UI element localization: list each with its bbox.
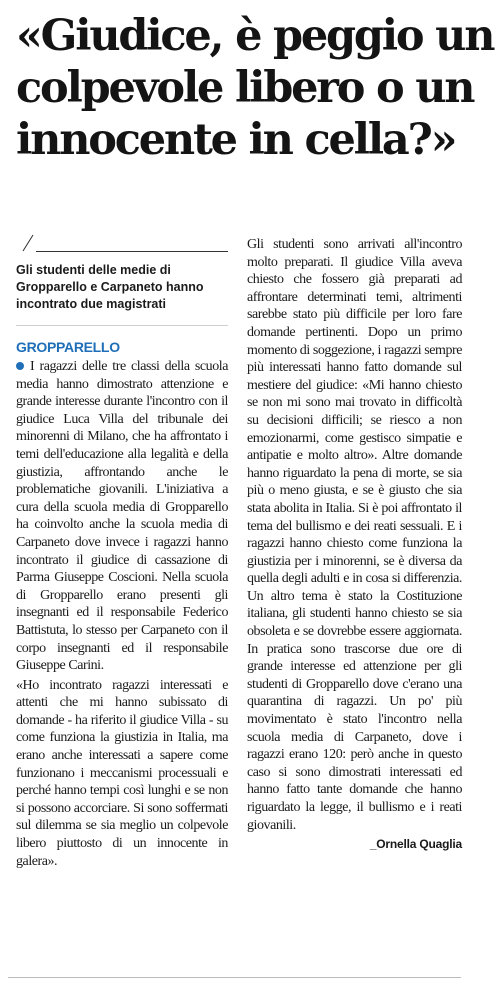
headline-line: innocente in cella?»: [16, 115, 456, 165]
location-kicker: GROPPARELLO: [16, 339, 120, 355]
headline: [16, 10, 496, 166]
paragraph-text: I ragazzi delle tre classi della scuola media hanno dimostrato attenzione e grande interesse durante l'incontro con il giudice Luca Villa del tribunale dei minorenni di Milano, che ha affrontato i temi dell'educazione alla legalità e della giustizia, affrontando anche le problematiche giovanili. L'iniziativa a cura della scuola media di Gropparello ha coinvolto anche la scuola media di Carpaneto dove invece i ragazzi hanno incontrato il giudice di cassazione di Parma Giuseppe Coscioni. Nella scuola di Gropparello erano presenti gli insegnanti ed il responsabile Federico Battistuta, lo stesso per Carpaneto con il corpo insegnanti ed il responsabile Giuseppe Carini.: [16, 359, 228, 674]
article-paragraph: «Ho incontrato ragazzi interessati e attenti che mi hanno subissato di domande - ha riferito il giudice Villa - su come funziona la giustizia in Italia, ma erano anche interessati a sapere come funzionano i meccanismi processuali e perché hanno tempi così lunghi e se non si possono accorciare. Si sono soffermati sul dilemma se sia meglio un colpevole libero piuttosto di un innocente in galera».: [16, 677, 228, 869]
bottom-rule: [8, 977, 461, 978]
subhead-rule: [16, 325, 228, 326]
slash-mark-icon: [22, 234, 34, 252]
byline: _Ornella Quaglia: [369, 837, 462, 852]
section-divider: [16, 232, 228, 254]
right-column: [247, 236, 462, 851]
divider-line: [36, 251, 228, 252]
headline-line: «Giudice, è peggio un: [16, 11, 494, 61]
left-column: [16, 232, 228, 870]
article-paragraph: [16, 358, 228, 675]
subheadline: Gli studenti delle medie di Gropparello e Carpaneto hanno incontrato due magistrati: [16, 263, 204, 311]
bullet-icon: [16, 362, 24, 370]
article-paragraph: Gli studenti sono arrivati all'incontro molto preparati. Il giudice Villa aveva chiesto che fossero già preparati ad affrontare determinati temi, altrimenti sarebbe stato più difficile per loro fare domande pertinenti. Dopo un primo momento di soggezione, i ragazzi sempre più interessati hanno fatto domande sul mestiere del giudice: «Mi hanno chiesto se non mi sono mai trovato in difficoltà su decisioni difficili; se riesco a non emozionarmi, come gestisco simpatie e antipatie e molto altro». Altre domande hanno riguardato la pena di morte, se sia più o meno giusta, e se è giusto che sia stata abolita in Italia. Si è poi affrontato il tema del bullismo e dei reati sessuali. E i ragazzi hanno chiesto come funziona la giustizia per i minorenni, se è diversa da quella degli adulti e in cosa si differenzia. Un altro tema è stato la Costituzione italiana, gli studenti hanno chiesto se sia obsoleta e se dovrebbe essere aggiornata. In pratica sono trascorse due ore di grande interesse ed attenzione per gli studenti di Gropparello dove c'erano una quarantina di ragazzi. Un po' più movimentato è stato l'incontro nella scuola media di Carpaneto, dove i ragazzi erano 120: però anche in questo caso si sono dimostrati interessati ed hanno fatto tante domande che hanno riguardato la legge, il bullismo e i reati giovanili.: [247, 237, 462, 833]
headline-line: colpevole libero o un: [16, 63, 474, 113]
